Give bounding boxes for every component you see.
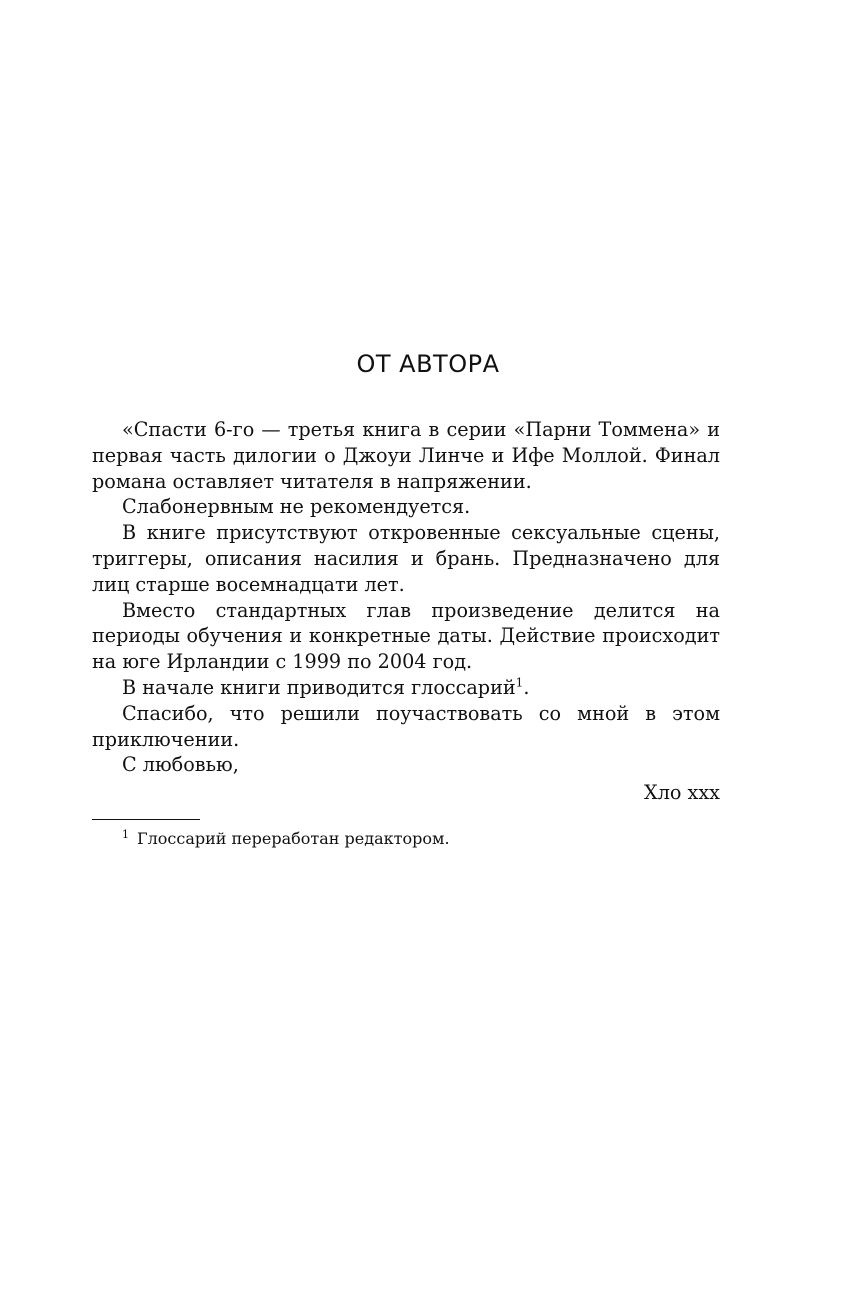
footnote-mark: 1 [122,827,129,841]
author-note-body [92,417,720,806]
glossary-text: В начале книги приводится глоссарий [122,675,516,699]
footnote-divider [92,819,200,820]
paragraph: Вместо стандартных глав произведение делится на периоды обучения и конкретные даты. Действие происходит на юге Ирландии с 1999 по 2004 год. [92,598,720,674]
paragraph: Слабонервным не рекомендуется. [122,495,471,519]
paragraph: Спасибо, что решили поучаствовать со мной в этом приключении. [92,701,720,751]
signature: Хло xxx [644,781,720,805]
paragraph: С любовью, [122,753,239,777]
paragraph: В книге присутствуют откровенные сексуальные сцены, триггеры, описания насилия и брань. Предназначено для лиц старше восемнадцати лет. [92,521,720,596]
glossary-paragraph [92,675,720,701]
page-heading: ОТ АВТОРА [356,350,500,378]
paragraph: «Спасти 6-го — третья книга в серии «Парни Томмена» и первая часть дилогии о Джоуи Линче и Ифе Моллой. Финал романа оставляет читателя в напряжении. [92,418,720,493]
glossary-tail: . [523,675,530,699]
footnote [122,828,450,850]
footnote-text: Глоссарий переработан редактором. [137,829,450,848]
footnote-reference: 1 [515,675,524,690]
